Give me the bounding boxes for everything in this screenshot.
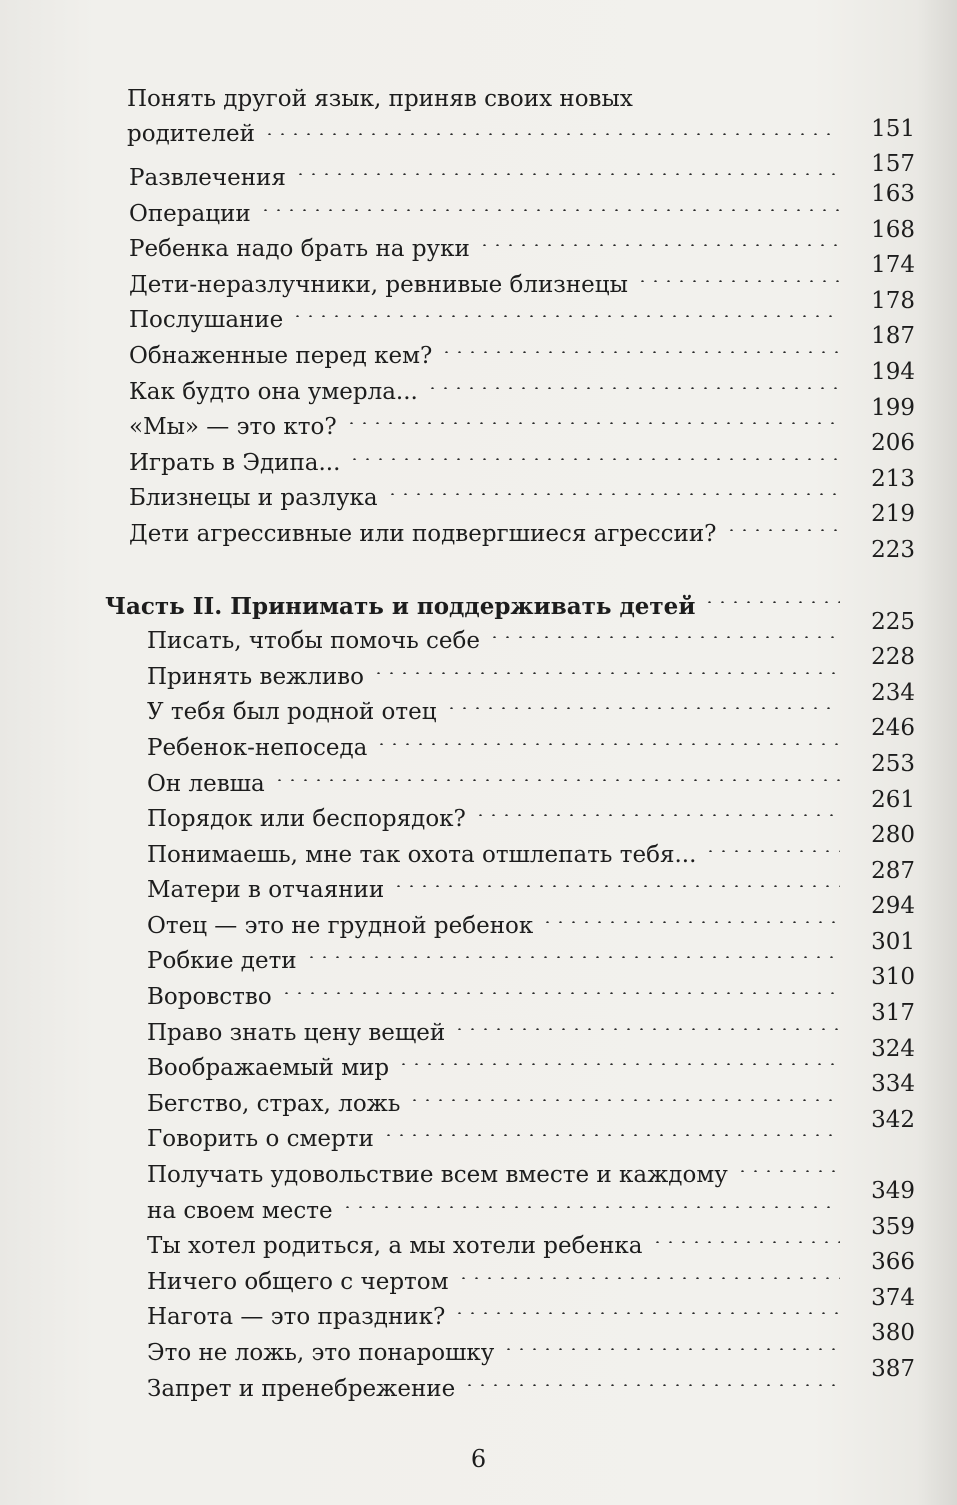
toc-entry-page: 366 <box>871 1249 915 1276</box>
dot-leader <box>305 956 840 958</box>
toc-entry-page: 234 <box>871 679 915 706</box>
dot-leader <box>426 387 840 389</box>
toc-entry <box>0 444 957 492</box>
dot-leader <box>651 1241 841 1243</box>
toc-entry <box>0 1085 957 1133</box>
toc-entry-title: Матери в отчаянии <box>147 877 385 904</box>
toc-entry-title: на своем месте <box>147 1197 333 1224</box>
toc-entry <box>0 871 957 920</box>
toc-entry-page: 280 <box>871 822 915 849</box>
toc-entry-title: Это не ложь, это понарошку <box>147 1340 495 1366</box>
toc-entry-page: 223 <box>871 536 915 563</box>
dot-leader <box>408 1099 840 1101</box>
toc-part-heading <box>0 587 957 635</box>
toc-entry <box>0 729 957 777</box>
toc-entry <box>0 195 957 243</box>
toc-entry <box>0 159 957 207</box>
toc-entry-title: Послушание <box>129 307 284 334</box>
toc-entry-title: У тебя был родной отец <box>147 699 437 726</box>
toc-entry-title: Получать удовольствие всем вместе и каждому <box>147 1162 728 1189</box>
dot-leader <box>541 921 840 923</box>
toc-entry-title: Говорить о смерти <box>147 1126 374 1153</box>
toc-entry <box>0 86 957 177</box>
dot-leader <box>488 636 840 638</box>
toc-entry-title: Воровство <box>147 984 272 1011</box>
toc-entry <box>0 1263 957 1311</box>
toc-entry-page: 317 <box>871 1000 915 1027</box>
toc-entry-title-continued: родителей <box>127 121 255 147</box>
toc-entry-title: Играть в Эдипа... <box>129 449 341 476</box>
toc-entry <box>0 978 957 1027</box>
toc-entry-title: Ничего общего с чертом <box>147 1268 449 1295</box>
toc-entry-page: 163 <box>871 181 915 207</box>
toc-entry <box>0 1334 957 1382</box>
dot-leader <box>440 351 840 353</box>
toc-entry <box>0 658 957 706</box>
page-edge-shadow <box>917 0 957 1505</box>
dot-leader <box>478 244 840 246</box>
toc-entry-title: Нагота — это праздник? <box>147 1304 446 1331</box>
toc-entry-page: 187 <box>871 323 915 350</box>
dot-leader <box>457 1277 840 1279</box>
toc-entry-page: 349 <box>871 1178 915 1205</box>
toc-entry <box>0 1227 957 1276</box>
toc-entry-page: 261 <box>871 786 915 813</box>
toc-entry-title: Принять вежливо <box>147 663 364 690</box>
dot-leader <box>704 850 840 852</box>
toc-entry-title: Ребенка надо брать на руки <box>129 236 470 263</box>
dot-leader <box>386 493 840 495</box>
dot-leader <box>273 779 840 781</box>
dot-leader <box>463 1384 840 1386</box>
dot-leader <box>280 992 840 994</box>
toc-entry-title: Писать, чтобы помочь себе <box>147 628 480 655</box>
dot-leader <box>375 743 840 745</box>
toc-entry-title: Право знать цену вещей <box>147 1019 446 1046</box>
toc-entry-title: Понять другой язык, приняв своих новых <box>127 86 633 112</box>
toc-entry-page: 174 <box>871 252 915 279</box>
toc-entry-page: 334 <box>871 1071 915 1098</box>
toc-entry-page: 287 <box>871 857 915 884</box>
dot-leader <box>291 315 840 317</box>
toc-entry <box>0 301 957 350</box>
dot-leader <box>453 1028 840 1030</box>
toc-entry-page: 380 <box>871 1320 915 1347</box>
toc-entry <box>0 1049 957 1098</box>
toc-entry-title: «Мы» — это кто? <box>129 414 337 441</box>
dot-leader <box>263 133 840 135</box>
dot-leader <box>502 1348 840 1350</box>
toc-entry <box>0 479 957 528</box>
toc-entry-title: Воображаемый мир <box>147 1055 390 1082</box>
toc-entry <box>0 622 957 671</box>
toc-entry <box>0 942 957 991</box>
toc-entry-title: Он левша <box>147 770 265 797</box>
page-number: 6 <box>470 1445 487 1473</box>
dot-leader <box>348 458 840 460</box>
toc-entry <box>0 230 957 279</box>
dot-leader <box>703 601 840 603</box>
toc-entry <box>0 266 957 314</box>
toc-entry <box>0 1298 957 1347</box>
dot-leader <box>341 1206 840 1208</box>
toc-entry-page: 151 <box>871 116 915 142</box>
toc-entry-page: 324 <box>871 1035 915 1062</box>
toc-entry <box>0 337 957 385</box>
toc-entry <box>0 408 957 457</box>
toc-entry-page: 301 <box>871 928 915 955</box>
dot-leader <box>382 1134 840 1136</box>
toc-entry-page: 228 <box>871 644 915 671</box>
toc-entry-page: 206 <box>871 430 915 457</box>
toc-entry-title: Бегство, страх, ложь <box>147 1090 401 1117</box>
toc-entry <box>0 1014 957 1062</box>
dot-leader <box>445 707 840 709</box>
toc-entry <box>0 1192 957 1240</box>
dot-leader <box>259 209 840 211</box>
toc-entry-page: 246 <box>871 715 915 742</box>
toc-entry <box>0 765 957 813</box>
toc-entry-title: Как будто она умерла... <box>129 378 418 405</box>
table-of-contents <box>0 88 957 1405</box>
toc-entry-title: Операции <box>129 200 251 227</box>
toc-entry-title: Порядок или беспорядок? <box>147 806 466 833</box>
toc-entry-page: 359 <box>871 1213 915 1240</box>
toc-entry-page: 310 <box>871 964 915 991</box>
toc-entry <box>0 693 957 742</box>
toc-entry-page: 157 <box>871 151 915 177</box>
toc-entry-page: 253 <box>871 750 915 777</box>
toc-entry-title: Робкие дети <box>147 948 297 975</box>
toc-entry-title: Ты хотел родиться, а мы хотели ребенка <box>147 1233 643 1260</box>
toc-entry-title: Часть II. Принимать и поддерживать детей <box>105 592 696 620</box>
toc-entry <box>0 800 957 849</box>
dot-leader <box>453 1312 840 1314</box>
toc-entry-page: 374 <box>871 1284 915 1311</box>
dot-leader <box>397 1063 840 1065</box>
toc-entry-title: Отец — это не грудной ребенок <box>147 912 534 939</box>
dot-leader <box>345 422 840 424</box>
toc-entry-page: 178 <box>871 287 915 314</box>
toc-entry-page: 168 <box>871 216 915 243</box>
toc-entry <box>0 515 957 563</box>
toc-entry <box>0 1120 957 1156</box>
toc-entry-page: 199 <box>871 394 915 421</box>
dot-leader <box>736 1170 840 1172</box>
toc-entry-page: 219 <box>871 501 915 528</box>
toc-entry-page: 213 <box>871 465 915 492</box>
toc-entry-page: 194 <box>871 358 915 385</box>
toc-entry-title: Понимаешь, мне так охота отшлепать тебя... <box>147 841 697 868</box>
toc-entry-page: 225 <box>871 608 915 635</box>
toc-entry-title: Ребенок-непоседа <box>147 734 368 761</box>
toc-entry-page: 294 <box>871 893 915 920</box>
toc-entry-title: Дети агрессивные или подвергшиеся агрессии? <box>129 520 717 547</box>
toc-entry-title: Обнаженные перед кем? <box>129 342 433 369</box>
toc-entry <box>0 1156 957 1205</box>
toc-entry-title: Близнецы и разлука <box>129 485 378 512</box>
dot-leader <box>474 814 840 816</box>
toc-entry-title: Развлечения <box>129 165 286 191</box>
toc-entry <box>0 907 957 955</box>
toc-entry-title: Запрет и пренебрежение <box>147 1375 456 1402</box>
toc-entry <box>0 373 957 421</box>
dot-leader <box>372 672 840 674</box>
dot-leader <box>294 173 840 175</box>
toc-entry <box>0 836 957 884</box>
dot-leader <box>636 280 840 282</box>
dot-leader <box>392 885 840 887</box>
toc-entry-title: Дети-неразлучники, ревнивые близнецы <box>129 271 628 298</box>
dot-leader <box>725 529 841 531</box>
toc-entry-page: 387 <box>871 1356 915 1382</box>
toc-entry <box>0 1370 957 1406</box>
toc-entry-page: 342 <box>871 1106 915 1133</box>
